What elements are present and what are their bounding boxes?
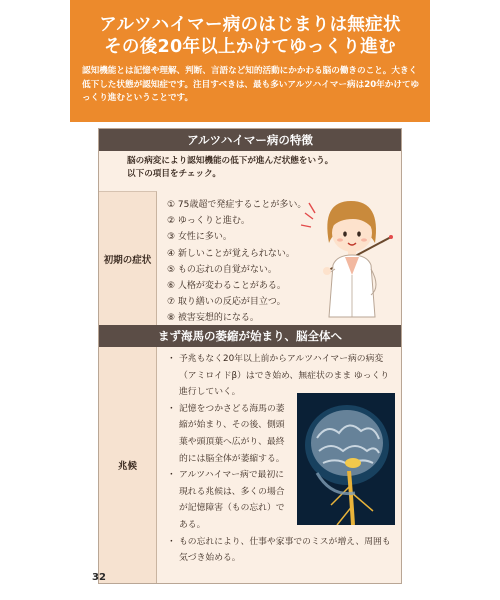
lead-line-2: 以下の項目をチェック。 xyxy=(127,169,221,179)
title-line-2: その後20年以上かけてゆっくり進む xyxy=(104,37,396,57)
feature-table xyxy=(98,128,402,584)
symptom-item: ② ゆっくりと進む。 xyxy=(167,216,250,227)
section-lead xyxy=(127,155,397,181)
section-heading-atrophy: まず海馬の萎縮が始まり、脳全体へ xyxy=(99,325,401,347)
symptom-item: ⑥ 人格が変わることがある。 xyxy=(167,281,286,292)
symptom-item: ⑧ 被害妄想的になる。 xyxy=(167,313,259,324)
intro-text: 認知機能とは記憶や理解、判断、言語など知的活動にかかわる脳の働きのこと。大きく低下した状態が認知症です。注目すべきは、最も多いアルツハイマー病は20年かけてゆっくり進むということです。 xyxy=(82,66,420,103)
doctor-illustration xyxy=(299,191,399,321)
sign-item: ・ 予兆もなく20年以上前からアルツハイマー病の病変（アミロイドβ）はでき始め、無症状のまま ゆっくり進行していく。 xyxy=(169,351,395,401)
page-title xyxy=(80,14,420,58)
symptom-item: ⑤ もの忘れの自覚がない。 xyxy=(167,264,277,275)
symptom-list xyxy=(167,197,317,327)
title-line-1: アルツハイマー病のはじまりは無症状 xyxy=(99,15,401,35)
symptom-item: ① 75歳超で発症することが多い。 xyxy=(167,200,307,210)
sign-item: ・ アルツハイマー病で最初に現れる兆候は、多くの場合が記憶障害（もの忘れ）である。 xyxy=(169,467,291,533)
sign-item: ・ もの忘れにより、仕事や家事でのミスが増え、周囲も気づき始める。 xyxy=(169,534,395,567)
brain-illustration xyxy=(297,393,395,525)
lead-line-1: 脳の病変により認知機能の低下が進んだ状態をいう。 xyxy=(127,156,334,166)
row-label-signs: 兆候 xyxy=(99,347,157,583)
page-number: 32 xyxy=(92,572,106,583)
symptom-item: ③ 女性に多い。 xyxy=(167,232,232,243)
section-heading-features: アルツハイマー病の特徴 xyxy=(99,129,401,151)
symptom-item: ④ 新しいことが覚えられない。 xyxy=(167,248,295,259)
symptom-item: ⑦ 取り繕いの反応が目立つ。 xyxy=(167,297,286,308)
row-label-early-symptoms: 初期の症状 xyxy=(99,191,157,325)
header-banner xyxy=(70,0,430,122)
sign-item: ・ 記憶をつかさどる海馬の萎縮が始まり、その後、側頭葉や頭頂葉へ広がり、最終的には脳全体が萎縮する。 xyxy=(169,401,291,467)
